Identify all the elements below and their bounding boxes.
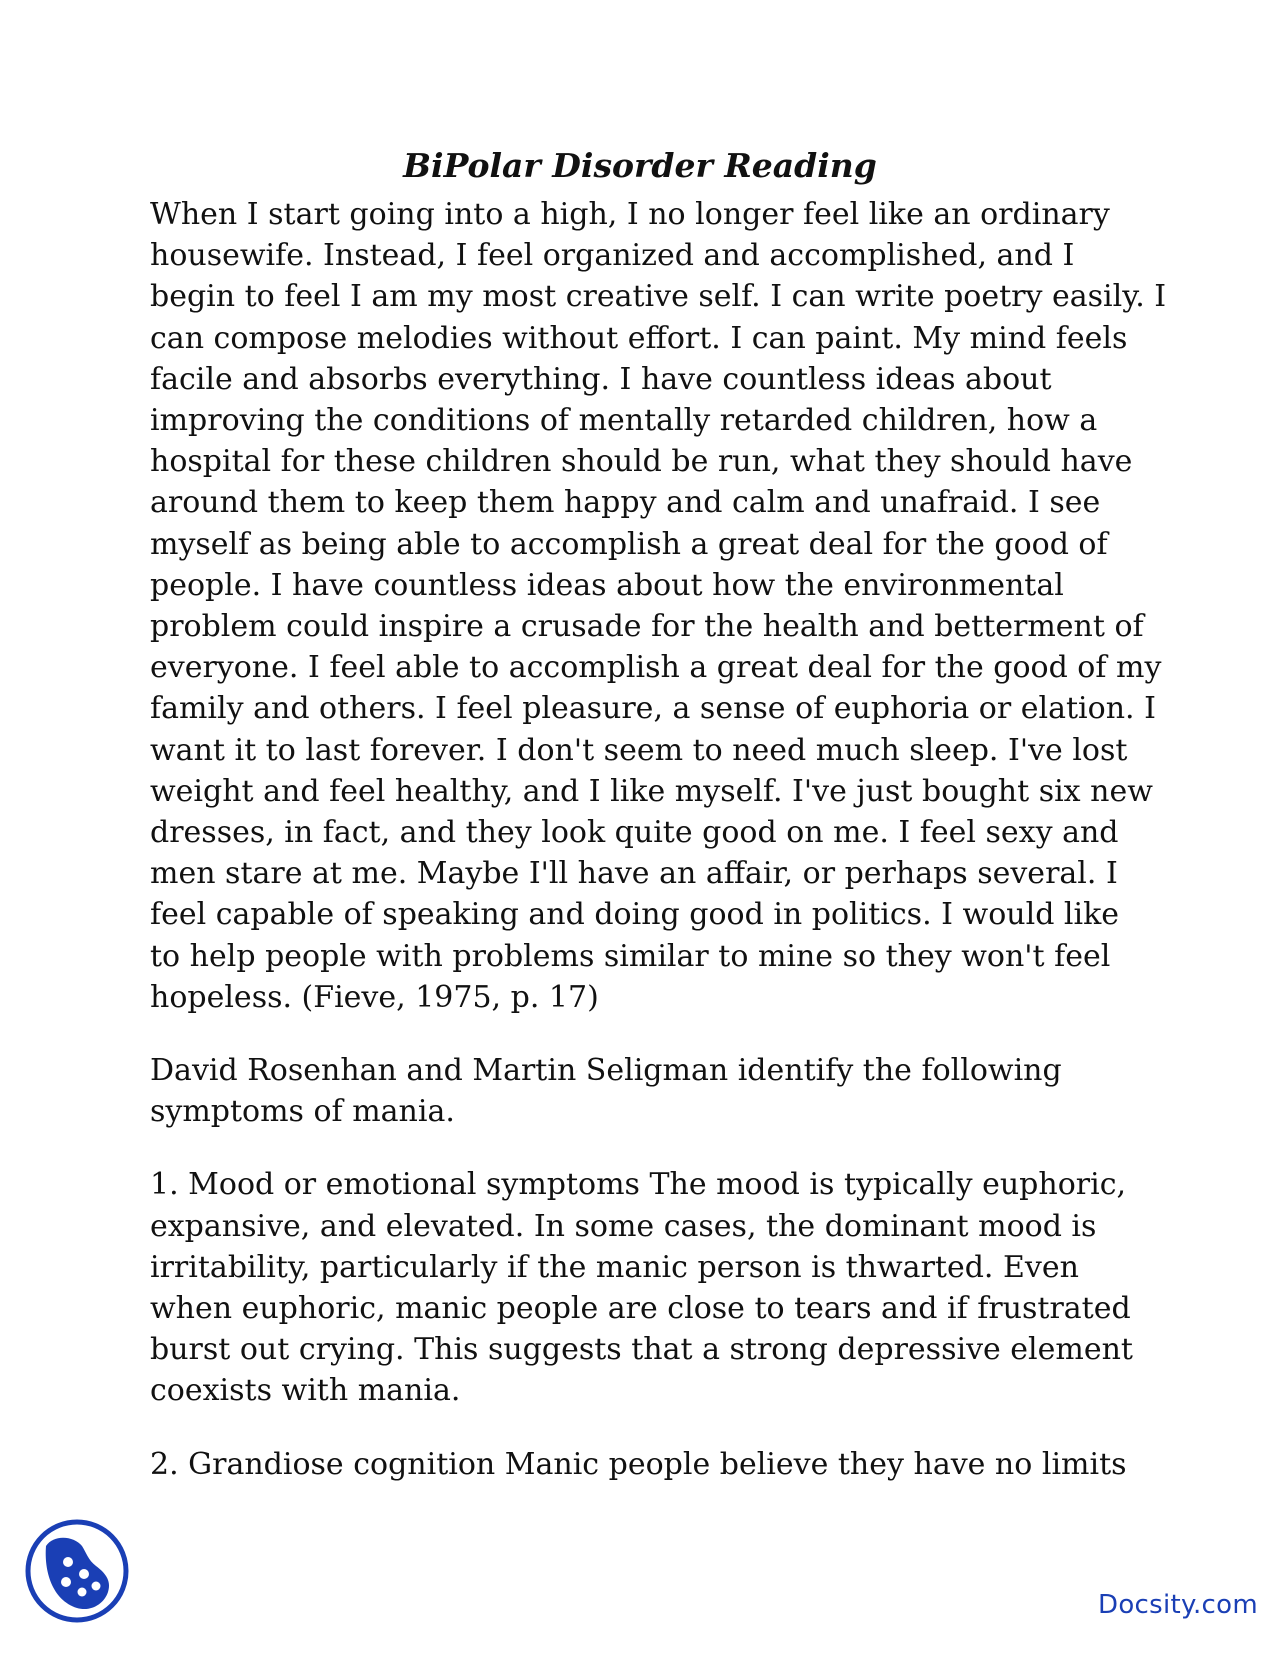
text-line: to help people with problems similar to mine so they won't feel — [150, 938, 1111, 974]
text-line: problem could inspire a crusade for the health and betterment of — [150, 609, 1144, 645]
text-line: facile and absorbs everything. I have countless ideas about — [150, 361, 1052, 397]
text-line: can compose melodies without effort. I can paint. My mind feels — [150, 320, 1128, 356]
text-line: improving the conditions of mentally retarded children, how a — [150, 403, 1098, 439]
text-line: when euphoric, manic people are close to tears and if frustrated — [150, 1291, 1131, 1327]
text-line: weight and feel healthy, and I like myself. I've just bought six new — [150, 773, 1153, 809]
text-line: 1. Mood or emotional symptoms The mood is typically euphoric, — [150, 1167, 1127, 1203]
text-line: everyone. I feel able to accomplish a great deal for the good of my — [150, 650, 1162, 686]
paragraph — [150, 1444, 1130, 1485]
text-line: hospital for these children should be run, what they should have — [150, 444, 1133, 480]
text-line: coexists with mania. — [150, 1373, 461, 1409]
page-title: BiPolar Disorder Reading — [403, 146, 877, 185]
text-line: around them to keep them happy and calm and unafraid. I see — [150, 485, 1101, 521]
text-line: want it to last forever. I don't seem to need much sleep. I've lost — [150, 732, 1128, 768]
paragraph — [150, 194, 1167, 1018]
text-line: expansive, and elevated. In some cases, the dominant mood is — [150, 1208, 1097, 1244]
paragraph — [150, 1164, 1133, 1411]
paragraph — [150, 1050, 1130, 1132]
brand-link[interactable]: Docsity.com — [1098, 1590, 1258, 1620]
text-line: feel capable of speaking and doing good in politics. I would like — [150, 897, 1120, 933]
text-line: dresses, in fact, and they look quite good on me. I feel sexy and — [150, 815, 1119, 851]
text-line: David Rosenhan and Martin Seligman identify the following — [150, 1053, 1062, 1089]
document-body — [150, 194, 1167, 1517]
text-line: housewife. Instead, I feel organized and accomplished, and I — [150, 238, 1075, 274]
text-line: myself as being able to accomplish a great deal for the good of — [150, 526, 1108, 562]
text-line: irritability, particularly if the manic person is thwarted. Even — [150, 1249, 1079, 1285]
text-line: 2. Grandiose cognition Manic people believe they have no limits — [150, 1446, 1127, 1482]
text-line: symptoms of mania. — [150, 1094, 455, 1130]
docsity-logo-icon[interactable] — [24, 1516, 130, 1626]
text-line: burst out crying. This suggests that a strong depressive element — [150, 1332, 1133, 1368]
text-line: men stare at me. Maybe I'll have an affair, or perhaps several. I — [150, 856, 1118, 892]
text-line: hopeless. (Fieve, 1975, p. 17) — [150, 979, 599, 1015]
text-line: When I start going into a high, I no longer feel like an ordinary — [150, 197, 1110, 232]
text-line: people. I have countless ideas about how the environmental — [150, 567, 1064, 603]
text-line: family and others. I feel pleasure, a sense of euphoria or elation. I — [150, 691, 1156, 727]
text-line: begin to feel I am my most creative self. I can write poetry easily. I — [150, 279, 1167, 315]
